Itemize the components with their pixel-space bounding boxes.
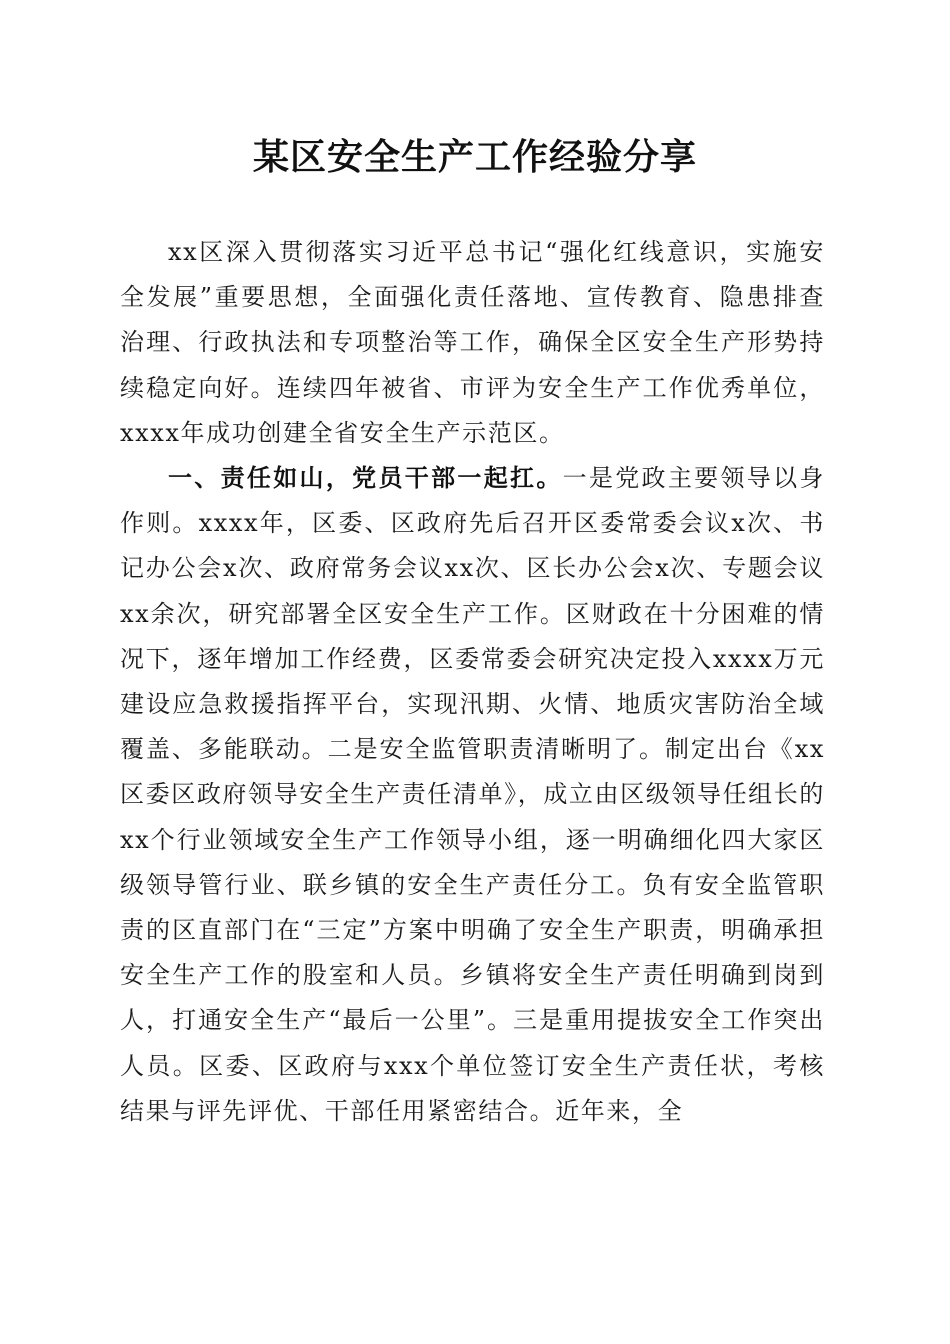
section-one-paragraph <box>120 456 825 1134</box>
section-one-text: 一是党政主要领导以身作则。xxxx年，区委、区政府先后召开区委常委会议x次、书记办公会x次、政府常务会议xx次、区长办公会x次、专题会议xx余次，研究部署全区安全生产工作。区财政在十分困难的情况下，逐年增加工作经费，区委常委会研究决定投入xxxx万元建设应急救援指挥平台，实现汛期、火情、地质灾害防治全域覆盖、多能联动。二是安全监管职责清晰明了。制定出台《xx区委区政府领导安全生产责任清单》，成立由区级领导任组长的xx个行业领域安全生产工作领导小组，逐一明确细化四大家区级领导管行业、联乡镇的安全生产责任分工。负有安全监管职责的区直部门在“三定”方案中明确了安全生产职责，明确承担安全生产工作的股室和人员。乡镇将安全生产责任明确到岗到人，打通安全生产“最后一公里”。三是重用提拔安全工作突出人员。区委、区政府与xxx个单位签订安全生产责任状，考核结果与评先评优、干部任用紧密结合。近年来，全 <box>120 464 825 1125</box>
document-title: 某区安全生产工作经验分享 <box>252 136 697 178</box>
intro-paragraph-text: xx区深入贯彻落实习近平总书记“强化红线意识，实施安全发展”重要思想，全面强化责任落地、宣传教育、隐患排查治理、行政执法和专项整治等工作，确保全区安全生产形势持续稳定向好。连续四年被省、市评为安全生产工作优秀单位，xxxx年成功创建全省安全生产示范区。 <box>120 238 825 447</box>
document-body <box>120 230 825 1134</box>
section-one-heading: 一、责任如山，党员干部一起扛。 <box>168 464 563 493</box>
intro-paragraph <box>120 230 825 456</box>
